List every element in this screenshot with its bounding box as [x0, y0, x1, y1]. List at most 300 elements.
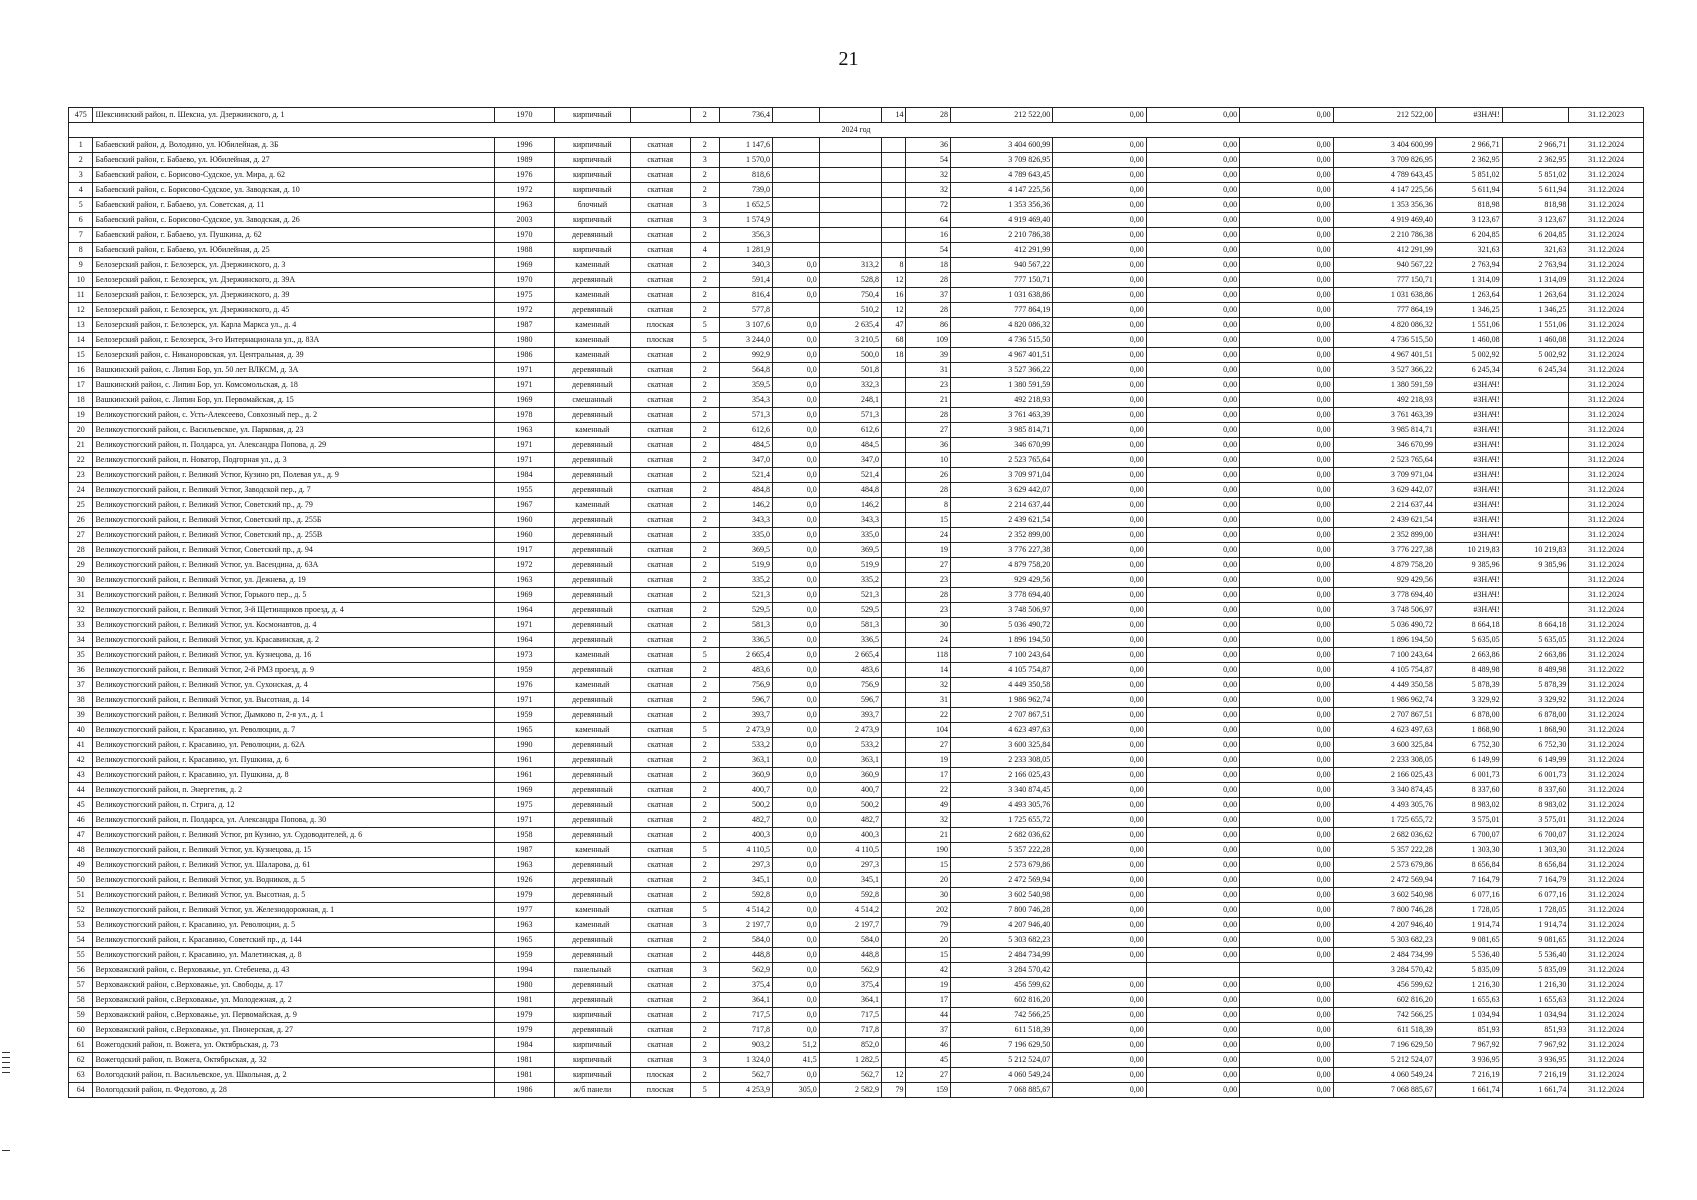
- cell-cost-per-sqm: 3 123,67: [1435, 213, 1502, 228]
- cell-apartments-count: [882, 693, 906, 708]
- cell-cost-fund: 0,00: [1053, 828, 1146, 843]
- cell-completion-date: 31.12.2024: [1569, 783, 1644, 798]
- cell-cost-fund: 0,00: [1053, 1038, 1146, 1053]
- cell-cost-owners: 0,00: [1240, 423, 1333, 438]
- cell-residential-area: 345,1: [819, 873, 881, 888]
- cell-cost-budget: 0,00: [1146, 828, 1239, 843]
- cell-completion-date: 31.12.2024: [1569, 498, 1644, 513]
- cell-apartments-count: [882, 873, 906, 888]
- cell-floors: 2: [690, 288, 719, 303]
- cell-total-cost: 742 566,25: [950, 1008, 1052, 1023]
- cell-cost-budget: 0,00: [1146, 783, 1239, 798]
- cell-total-cost: 7 068 885,67: [950, 1083, 1052, 1098]
- cell-apartments-count: 79: [882, 1083, 906, 1098]
- cell-residential-area: 521,4: [819, 468, 881, 483]
- cell-floors: 2: [690, 378, 719, 393]
- cell-nonresidential-area: 0,0: [773, 993, 820, 1008]
- table-row: [69, 108, 1644, 123]
- cell-completion-date: 31.12.2024: [1569, 888, 1644, 903]
- cell-wall-material: кирпичный: [555, 243, 631, 258]
- cell-year-built: 1977: [495, 903, 555, 918]
- cell-cost-per-sqm: #ЗНАЧ!: [1435, 498, 1502, 513]
- cell-address: Великоустюгский район, г. Великий Устюг, Советский пр., д. 255В: [93, 528, 495, 543]
- cell-residential-area: [819, 108, 881, 123]
- cell-year-built: 1964: [495, 603, 555, 618]
- cell-cost-sum: 2 233 308,05: [1333, 753, 1435, 768]
- cell-residential-area: [819, 243, 881, 258]
- cell-residential-area: 335,0: [819, 528, 881, 543]
- cell-cost-owners: 0,00: [1240, 153, 1333, 168]
- cell-roof-type: скатная: [630, 903, 690, 918]
- cell-roof-type: скатная: [630, 168, 690, 183]
- cell-completion-date: 31.12.2024: [1569, 993, 1644, 1008]
- cell-cost-budget: 0,00: [1146, 663, 1239, 678]
- cell-row-number: 49: [69, 858, 93, 873]
- cell-total-area: 448,8: [719, 948, 772, 963]
- cell-row-number: 59: [69, 1008, 93, 1023]
- cell-residential-area: [819, 213, 881, 228]
- cell-cost-fund: 0,00: [1053, 183, 1146, 198]
- cell-roof-type: скатная: [630, 978, 690, 993]
- cell-total-cost: 2 214 637,44: [950, 498, 1052, 513]
- cell-cost-fund: 0,00: [1053, 543, 1146, 558]
- cell-cost-fund: 0,00: [1053, 408, 1146, 423]
- cell-cost-per-sqm: 321,63: [1435, 243, 1502, 258]
- cell-max-cost-per-sqm: 2 763,94: [1502, 258, 1569, 273]
- cell-roof-type: скатная: [630, 738, 690, 753]
- cell-residents-count: 45: [906, 1053, 950, 1068]
- cell-address: Бабаевский район, г. Бабаево, ул. Юбилейная, д. 27: [93, 153, 495, 168]
- cell-floors: 2: [690, 783, 719, 798]
- cell-max-cost-per-sqm: [1502, 588, 1569, 603]
- cell-total-cost: 3 985 814,71: [950, 423, 1052, 438]
- cell-cost-sum: 2 484 734,99: [1333, 948, 1435, 963]
- cell-cost-owners: 0,00: [1240, 453, 1333, 468]
- cell-cost-per-sqm: 10 219,83: [1435, 543, 1502, 558]
- cell-address: Великоустюгский район, г. Великий Устюг, Дымково п, 2-я ул., д. 1: [93, 708, 495, 723]
- cell-cost-owners: 0,00: [1240, 348, 1333, 363]
- cell-residents-count: 30: [906, 888, 950, 903]
- cell-apartments-count: 12: [882, 303, 906, 318]
- cell-roof-type: скатная: [630, 633, 690, 648]
- cell-completion-date: 31.12.2024: [1569, 633, 1644, 648]
- cell-cost-sum: 2 523 765,64: [1333, 453, 1435, 468]
- cell-roof-type: скатная: [630, 363, 690, 378]
- cell-residents-count: 44: [906, 1008, 950, 1023]
- cell-wall-material: каменный: [555, 723, 631, 738]
- cell-residential-area: 592,8: [819, 888, 881, 903]
- cell-cost-budget: 0,00: [1146, 903, 1239, 918]
- table-row: [69, 243, 1644, 258]
- cell-cost-budget: 0,00: [1146, 558, 1239, 573]
- cell-cost-sum: 4 493 305,76: [1333, 798, 1435, 813]
- cell-cost-sum: 3 776 227,38: [1333, 543, 1435, 558]
- cell-address: Великоустюгский район, г. Великий Устюг, ул. Космонавтов, д. 4: [93, 618, 495, 633]
- cell-residential-area: 369,5: [819, 543, 881, 558]
- cell-residential-area: 562,7: [819, 1068, 881, 1083]
- cell-total-cost: 3 709 826,95: [950, 153, 1052, 168]
- table-row: [69, 303, 1644, 318]
- cell-cost-budget: 0,00: [1146, 348, 1239, 363]
- cell-address: Великоустюгский район, г. Великий Устюг, ул. Шаларова, д. 61: [93, 858, 495, 873]
- cell-cost-owners: 0,00: [1240, 708, 1333, 723]
- cell-floors: 3: [690, 213, 719, 228]
- table-row: [69, 438, 1644, 453]
- cell-total-cost: 777 150,71: [950, 273, 1052, 288]
- cell-total-cost: 2 682 036,62: [950, 828, 1052, 843]
- cell-wall-material: деревянный: [555, 948, 631, 963]
- cell-cost-fund: 0,00: [1053, 783, 1146, 798]
- cell-roof-type: скатная: [630, 483, 690, 498]
- cell-row-number: 10: [69, 273, 93, 288]
- cell-total-area: 335,0: [719, 528, 772, 543]
- cell-nonresidential-area: [773, 303, 820, 318]
- cell-cost-owners: 0,00: [1240, 273, 1333, 288]
- cell-cost-per-sqm: 6 878,00: [1435, 708, 1502, 723]
- cell-cost-per-sqm: #ЗНАЧ!: [1435, 573, 1502, 588]
- cell-apartments-count: [882, 993, 906, 1008]
- cell-cost-sum: 3 284 570,42: [1333, 963, 1435, 978]
- cell-total-area: 4 110,5: [719, 843, 772, 858]
- cell-nonresidential-area: 0,0: [773, 1068, 820, 1083]
- cell-apartments-count: [882, 498, 906, 513]
- cell-nonresidential-area: [773, 108, 820, 123]
- cell-cost-budget: 0,00: [1146, 258, 1239, 273]
- cell-residential-area: 483,6: [819, 663, 881, 678]
- cell-roof-type: скатная: [630, 1008, 690, 1023]
- cell-cost-fund: 0,00: [1053, 1008, 1146, 1023]
- cell-wall-material: панельный: [555, 963, 631, 978]
- cell-apartments-count: [882, 903, 906, 918]
- cell-max-cost-per-sqm: 8 337,60: [1502, 783, 1569, 798]
- cell-residential-area: 332,3: [819, 378, 881, 393]
- cell-apartments-count: [882, 708, 906, 723]
- cell-year-built: 1958: [495, 828, 555, 843]
- cell-cost-per-sqm: 8 489,98: [1435, 663, 1502, 678]
- cell-cost-fund: 0,00: [1053, 453, 1146, 468]
- cell-cost-budget: 0,00: [1146, 603, 1239, 618]
- cell-address: Великоустюгский район, г. Красавино, ул. Пушкина, д. 8: [93, 768, 495, 783]
- cell-total-area: 1 147,6: [719, 138, 772, 153]
- cell-address: Белозерский район, г. Белозерск, ул. Карла Маркса ул., д. 4: [93, 318, 495, 333]
- cell-wall-material: деревянный: [555, 378, 631, 393]
- cell-cost-budget: 0,00: [1146, 918, 1239, 933]
- cell-apartments-count: 18: [882, 348, 906, 363]
- cell-cost-per-sqm: 5 611,94: [1435, 183, 1502, 198]
- cell-total-area: 816,4: [719, 288, 772, 303]
- cell-cost-per-sqm: 1 655,63: [1435, 993, 1502, 1008]
- cell-total-cost: 3 404 600,99: [950, 138, 1052, 153]
- cell-wall-material: каменный: [555, 918, 631, 933]
- cell-cost-budget: 0,00: [1146, 108, 1239, 123]
- cell-residents-count: 24: [906, 528, 950, 543]
- cell-address: Великоустюгский район, г. Великий Устюг, ул. Высотная, д. 5: [93, 888, 495, 903]
- cell-wall-material: смешанный: [555, 393, 631, 408]
- cell-cost-sum: 1 353 356,36: [1333, 198, 1435, 213]
- cell-residents-count: 22: [906, 783, 950, 798]
- cell-nonresidential-area: 0,0: [773, 918, 820, 933]
- cell-nonresidential-area: 0,0: [773, 423, 820, 438]
- table-row: [69, 858, 1644, 873]
- cell-nonresidential-area: [773, 243, 820, 258]
- cell-cost-budget: 0,00: [1146, 543, 1239, 558]
- cell-residential-area: 2 665,4: [819, 648, 881, 663]
- cell-apartments-count: [882, 723, 906, 738]
- cell-nonresidential-area: 0,0: [773, 258, 820, 273]
- cell-nonresidential-area: 0,0: [773, 903, 820, 918]
- cell-row-number: 63: [69, 1068, 93, 1083]
- cell-residential-area: 393,7: [819, 708, 881, 723]
- cell-address: Великоустюгский район, г. Великий Устюг, ул. Кузнецова, д. 15: [93, 843, 495, 858]
- cell-completion-date: 31.12.2024: [1569, 798, 1644, 813]
- cell-max-cost-per-sqm: 2 663,86: [1502, 648, 1569, 663]
- cell-cost-owners: 0,00: [1240, 213, 1333, 228]
- cell-cost-owners: 0,00: [1240, 108, 1333, 123]
- table-row: [69, 483, 1644, 498]
- cell-apartments-count: [882, 963, 906, 978]
- cell-cost-owners: 0,00: [1240, 783, 1333, 798]
- cell-residents-count: 17: [906, 993, 950, 1008]
- cell-total-area: 356,3: [719, 228, 772, 243]
- table-row: [69, 1023, 1644, 1038]
- cell-total-area: 297,3: [719, 858, 772, 873]
- cell-apartments-count: [882, 678, 906, 693]
- cell-row-number: 21: [69, 438, 93, 453]
- cell-apartments-count: [882, 528, 906, 543]
- cell-cost-owners: 0,00: [1240, 408, 1333, 423]
- cell-roof-type: скатная: [630, 558, 690, 573]
- cell-apartments-count: [882, 408, 906, 423]
- cell-residents-count: 118: [906, 648, 950, 663]
- cell-total-area: 564,8: [719, 363, 772, 378]
- cell-residential-area: 248,1: [819, 393, 881, 408]
- cell-completion-date: 31.12.2024: [1569, 138, 1644, 153]
- cell-year-built: 1989: [495, 153, 555, 168]
- cell-total-cost: 7 100 243,64: [950, 648, 1052, 663]
- cell-wall-material: каменный: [555, 423, 631, 438]
- cell-total-area: 992,9: [719, 348, 772, 363]
- cell-completion-date: 31.12.2024: [1569, 588, 1644, 603]
- cell-total-area: 521,3: [719, 588, 772, 603]
- cell-completion-date: 31.12.2024: [1569, 333, 1644, 348]
- cell-residential-area: 2 473,9: [819, 723, 881, 738]
- cell-cost-budget: 0,00: [1146, 243, 1239, 258]
- cell-cost-fund: 0,00: [1053, 423, 1146, 438]
- cell-residents-count: 21: [906, 828, 950, 843]
- table-row: [69, 228, 1644, 243]
- cell-cost-fund: 0,00: [1053, 873, 1146, 888]
- cell-cost-sum: 4 820 086,32: [1333, 318, 1435, 333]
- cell-nonresidential-area: 0,0: [773, 528, 820, 543]
- cell-completion-date: 31.12.2024: [1569, 858, 1644, 873]
- cell-total-cost: 611 518,39: [950, 1023, 1052, 1038]
- cell-row-number: 62: [69, 1053, 93, 1068]
- cell-row-number: 40: [69, 723, 93, 738]
- cell-cost-fund: 0,00: [1053, 633, 1146, 648]
- cell-residents-count: 72: [906, 198, 950, 213]
- cell-total-area: 354,3: [719, 393, 772, 408]
- cell-cost-fund: 0,00: [1053, 228, 1146, 243]
- cell-cost-owners: 0,00: [1240, 498, 1333, 513]
- cell-floors: 2: [690, 753, 719, 768]
- cell-year-built: 1973: [495, 648, 555, 663]
- cell-cost-budget: 0,00: [1146, 993, 1239, 1008]
- cell-total-cost: 2 352 899,00: [950, 528, 1052, 543]
- cell-wall-material: каменный: [555, 318, 631, 333]
- cell-floors: 2: [690, 138, 719, 153]
- cell-completion-date: 31.12.2024: [1569, 828, 1644, 843]
- cell-cost-fund: 0,00: [1053, 243, 1146, 258]
- cell-residential-area: 2 582,9: [819, 1083, 881, 1098]
- cell-residential-area: 400,7: [819, 783, 881, 798]
- cell-cost-budget: 0,00: [1146, 513, 1239, 528]
- cell-residential-area: 448,8: [819, 948, 881, 963]
- cell-cost-budget: 0,00: [1146, 588, 1239, 603]
- cell-total-area: 484,5: [719, 438, 772, 453]
- cell-cost-budget: 0,00: [1146, 648, 1239, 663]
- cell-floors: 2: [690, 1008, 719, 1023]
- cell-cost-owners: 0,00: [1240, 723, 1333, 738]
- table-row: [69, 1008, 1644, 1023]
- cell-cost-fund: 0,00: [1053, 378, 1146, 393]
- cell-roof-type: плоская: [630, 333, 690, 348]
- cell-apartments-count: [882, 543, 906, 558]
- cell-total-cost: 1 353 356,36: [950, 198, 1052, 213]
- cell-cost-budget: 0,00: [1146, 843, 1239, 858]
- cell-cost-sum: 2 472 569,94: [1333, 873, 1435, 888]
- cell-cost-sum: 2 439 621,54: [1333, 513, 1435, 528]
- cell-address: Великоустюгский район, г. Красавино, ул. Малетинская, д. 8: [93, 948, 495, 963]
- cell-cost-per-sqm: 2 663,86: [1435, 648, 1502, 663]
- cell-nonresidential-area: 0,0: [773, 468, 820, 483]
- cell-year-built: 1967: [495, 498, 555, 513]
- cell-cost-per-sqm: #ЗНАЧ!: [1435, 393, 1502, 408]
- cell-roof-type: скатная: [630, 1053, 690, 1068]
- cell-total-area: 375,4: [719, 978, 772, 993]
- cell-floors: 2: [690, 933, 719, 948]
- cell-address: Великоустюгский район, п. Полдарса, ул. Александра Попова, д. 30: [93, 813, 495, 828]
- cell-address: Вожегодский район, п. Вожега, Октябрьская, д. 32: [93, 1053, 495, 1068]
- cell-address: Великоустюгский район, г. Великий Устюг, ул. Дежнева, д. 19: [93, 573, 495, 588]
- cell-row-number: 46: [69, 813, 93, 828]
- cell-roof-type: скатная: [630, 888, 690, 903]
- cell-roof-type: плоская: [630, 318, 690, 333]
- cell-cost-sum: 2 352 899,00: [1333, 528, 1435, 543]
- cell-year-built: 1964: [495, 633, 555, 648]
- cell-total-area: 400,7: [719, 783, 772, 798]
- cell-total-area: 1 281,9: [719, 243, 772, 258]
- cell-total-cost: 4 820 086,32: [950, 318, 1052, 333]
- cell-cost-owners: 0,00: [1240, 738, 1333, 753]
- table-row: [69, 768, 1644, 783]
- cell-completion-date: 31.12.2024: [1569, 933, 1644, 948]
- cell-row-number: 27: [69, 528, 93, 543]
- cell-residential-area: 533,2: [819, 738, 881, 753]
- cell-wall-material: деревянный: [555, 993, 631, 1008]
- cell-roof-type: скатная: [630, 153, 690, 168]
- cell-total-cost: 1 896 194,50: [950, 633, 1052, 648]
- cell-cost-budget: 0,00: [1146, 438, 1239, 453]
- cell-floors: 2: [690, 603, 719, 618]
- cell-cost-fund: 0,00: [1053, 798, 1146, 813]
- cell-year-built: 1969: [495, 588, 555, 603]
- cell-residents-count: 26: [906, 468, 950, 483]
- cell-floors: 2: [690, 258, 719, 273]
- cell-floors: 5: [690, 333, 719, 348]
- cell-floors: 2: [690, 393, 719, 408]
- cell-nonresidential-area: 0,0: [773, 753, 820, 768]
- cell-cost-per-sqm: 2 966,71: [1435, 138, 1502, 153]
- cell-max-cost-per-sqm: [1502, 513, 1569, 528]
- cell-cost-fund: 0,00: [1053, 528, 1146, 543]
- cell-year-built: 1963: [495, 858, 555, 873]
- cell-address: Великоустюгский район, с. Васильевское, ул. Парковая, д. 23: [93, 423, 495, 438]
- cell-total-area: 3 244,0: [719, 333, 772, 348]
- cell-floors: 3: [690, 1053, 719, 1068]
- cell-cost-fund: 0,00: [1053, 1053, 1146, 1068]
- cell-cost-per-sqm: #ЗНАЧ!: [1435, 423, 1502, 438]
- cell-cost-budget: 0,00: [1146, 723, 1239, 738]
- cell-total-area: 1 324,0: [719, 1053, 772, 1068]
- cell-total-cost: 2 166 025,43: [950, 768, 1052, 783]
- cell-residents-count: 8: [906, 498, 950, 513]
- cell-max-cost-per-sqm: 1 661,74: [1502, 1083, 1569, 1098]
- cell-apartments-count: [882, 888, 906, 903]
- cell-address: Верховажский район, с.Верховажье, ул. Первомайская, д. 9: [93, 1008, 495, 1023]
- cell-wall-material: кирпичный: [555, 1038, 631, 1053]
- cell-year-built: 1972: [495, 183, 555, 198]
- cell-residents-count: 54: [906, 243, 950, 258]
- cell-total-cost: 940 567,22: [950, 258, 1052, 273]
- cell-nonresidential-area: 0,0: [773, 978, 820, 993]
- cell-row-number: 60: [69, 1023, 93, 1038]
- cell-cost-per-sqm: 7 164,79: [1435, 873, 1502, 888]
- cell-floors: 3: [690, 198, 719, 213]
- cell-cost-fund: 0,00: [1053, 363, 1146, 378]
- cell-nonresidential-area: [773, 168, 820, 183]
- cell-cost-owners: 0,00: [1240, 468, 1333, 483]
- cell-completion-date: 31.12.2024: [1569, 693, 1644, 708]
- cell-max-cost-per-sqm: 6 204,85: [1502, 228, 1569, 243]
- cell-wall-material: деревянный: [555, 828, 631, 843]
- cell-floors: 5: [690, 723, 719, 738]
- cell-completion-date: 31.12.2024: [1569, 438, 1644, 453]
- cell-total-area: 4 253,9: [719, 1083, 772, 1098]
- cell-residents-count: 28: [906, 588, 950, 603]
- cell-wall-material: деревянный: [555, 888, 631, 903]
- cell-residential-area: [819, 228, 881, 243]
- cell-max-cost-per-sqm: 2 966,71: [1502, 138, 1569, 153]
- cell-cost-sum: 5 303 682,23: [1333, 933, 1435, 948]
- cell-cost-sum: 5 357 222,28: [1333, 843, 1435, 858]
- cell-year-built: 1994: [495, 963, 555, 978]
- cell-residents-count: 190: [906, 843, 950, 858]
- cell-nonresidential-area: 0,0: [773, 483, 820, 498]
- cell-cost-fund: 0,00: [1053, 198, 1146, 213]
- cell-residents-count: 32: [906, 168, 950, 183]
- cell-cost-sum: 1 896 194,50: [1333, 633, 1435, 648]
- cell-nonresidential-area: 0,0: [773, 798, 820, 813]
- cell-max-cost-per-sqm: 6 077,16: [1502, 888, 1569, 903]
- cell-completion-date: 31.12.2024: [1569, 918, 1644, 933]
- cell-wall-material: деревянный: [555, 408, 631, 423]
- cell-total-area: 483,6: [719, 663, 772, 678]
- cell-wall-material: деревянный: [555, 798, 631, 813]
- cell-total-area: 345,1: [719, 873, 772, 888]
- cell-address: Белозерский район, г. Белозерск, ул. Дзержинского, д. 3: [93, 258, 495, 273]
- cell-row-number: 37: [69, 678, 93, 693]
- cell-residents-count: 36: [906, 138, 950, 153]
